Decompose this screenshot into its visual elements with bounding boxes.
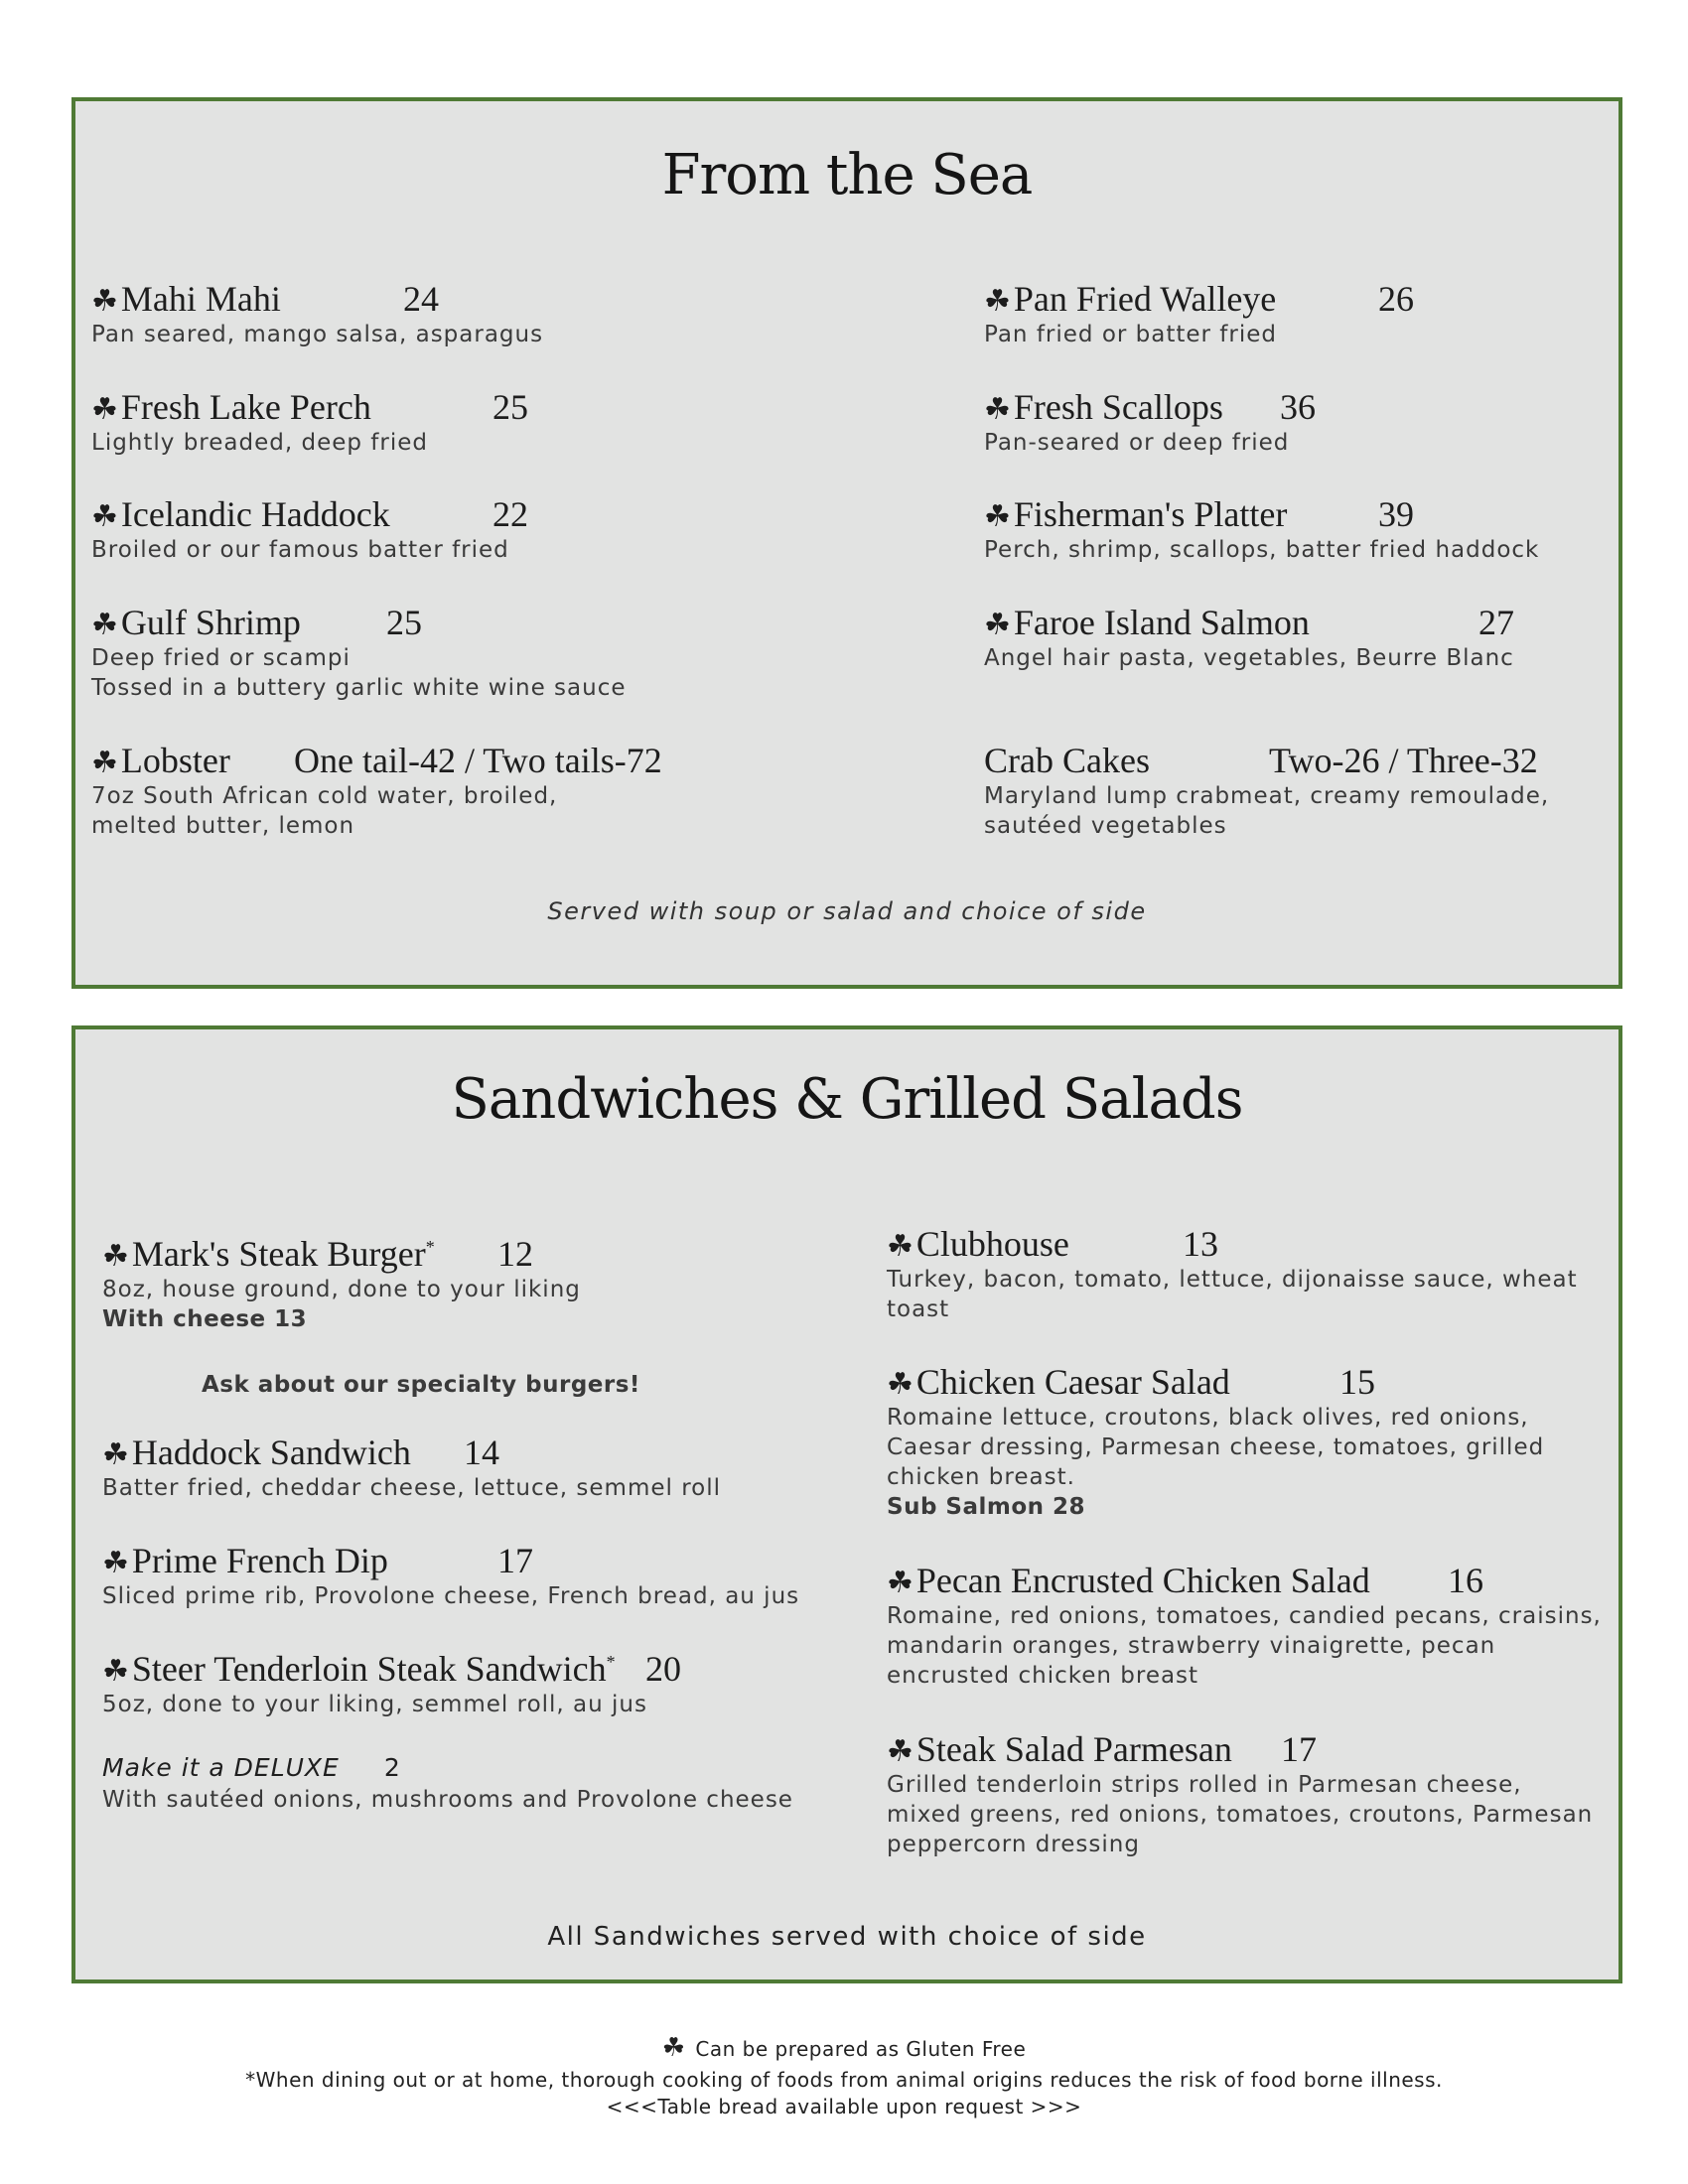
item-name: Fisherman's Platter <box>1013 494 1288 534</box>
item-price: 16 <box>1448 1561 1483 1600</box>
clover-icon: ☘ <box>91 392 118 427</box>
food-safety-warning: *When dining out or at home, thorough cooking of foods from animal origins reduces the risk of food borne illness. <box>245 2068 1443 2092</box>
item-description: Perch, shrimp, scallops, batter fried haddock <box>984 537 1540 563</box>
clover-icon: ☘ <box>984 499 1011 534</box>
menu-item-prime-french-dip <box>102 1540 799 1611</box>
deluxe-description: With sautéed onions, mushrooms and Provolone cheese <box>102 1787 793 1813</box>
sandwiches-served-note: All Sandwiches served with choice of side <box>547 1922 1147 1952</box>
menu-item-mahi-mahi <box>91 278 543 349</box>
item-description: Romaine lettuce, croutons, black olives, red onions, <box>887 1405 1529 1431</box>
item-price: 25 <box>492 387 528 427</box>
item-name: Clubhouse <box>915 1224 1069 1264</box>
item-description: Tossed in a buttery garlic white wine sauce <box>91 675 627 701</box>
menu-item-steer-tenderloin-sandwich <box>102 1648 681 1719</box>
clover-icon: ☘ <box>91 746 118 780</box>
item-name: Prime French Dip <box>131 1541 388 1580</box>
item-price: 13 <box>1183 1224 1218 1264</box>
item-description: 5oz, done to your liking, semmel roll, au jus <box>102 1692 647 1717</box>
specialty-burgers-note: Ask about our specialty burgers! <box>202 1372 640 1398</box>
item-name: Pecan Encrusted Chicken Salad <box>915 1561 1370 1600</box>
item-name: Mahi Mahi <box>120 279 281 319</box>
item-price: 22 <box>492 494 528 534</box>
menu-item-fresh-scallops <box>984 386 1316 458</box>
item-name: Fresh Scallops <box>1013 387 1223 427</box>
item-description: sautéed vegetables <box>984 813 1227 839</box>
menu-item-crab-cakes <box>984 740 1549 841</box>
menu-item-pan-fried-walleye <box>984 278 1414 349</box>
item-description: Broiled or our famous batter fried <box>91 537 509 563</box>
item-description: encrusted chicken breast <box>887 1663 1199 1689</box>
table-bread-note: <<<Table bread available upon request >>> <box>606 2095 1082 2118</box>
clover-icon: ☘ <box>102 1437 129 1472</box>
menu-item-haddock-sandwich <box>102 1432 721 1503</box>
item-price: 17 <box>497 1541 533 1580</box>
clover-icon: ☘ <box>102 1654 129 1689</box>
menu-item-fishermans-platter <box>984 493 1539 565</box>
item-description: Batter fried, cheddar cheese, lettuce, semmel roll <box>102 1475 722 1501</box>
asterisk-note: * <box>606 1652 616 1672</box>
item-name: Pan Fried Walleye <box>1013 279 1277 319</box>
menu-item-chicken-caesar-salad <box>887 1361 1544 1522</box>
menu-item-marks-steak-burger <box>102 1233 581 1334</box>
item-description: Grilled tenderloin strips rolled in Parmesan cheese, <box>887 1772 1522 1798</box>
gluten-free-text: Can be prepared as Gluten Free <box>695 2037 1027 2061</box>
clover-icon: ☘ <box>887 1734 914 1769</box>
item-extra: With cheese 13 <box>102 1306 308 1332</box>
menu-item-lobster <box>91 740 662 841</box>
clover-icon: ☘ <box>91 499 118 534</box>
item-description: Lightly breaded, deep fried <box>91 430 428 456</box>
clover-icon: ☘ <box>984 608 1011 642</box>
item-name: Steer Tenderloin Steak Sandwich <box>131 1649 607 1689</box>
deluxe-price: 2 <box>383 1753 401 1782</box>
item-price: 20 <box>645 1649 681 1689</box>
clover-icon: ☘ <box>887 1229 914 1264</box>
item-name: Crab Cakes <box>984 741 1150 780</box>
sandwiches-salads-panel <box>71 1025 1622 1983</box>
gluten-free-legend <box>0 2033 1688 2063</box>
item-description: Romaine, red onions, tomatoes, candied pecans, craisins, <box>887 1603 1602 1629</box>
item-name: Gulf Shrimp <box>120 603 301 642</box>
clover-icon: ☘ <box>102 1239 129 1274</box>
deluxe-label: Make it a DELUXE <box>102 1753 340 1782</box>
item-description: 7oz South African cold water, broiled, <box>91 783 558 809</box>
item-price: 36 <box>1280 387 1316 427</box>
item-description: Pan-seared or deep fried <box>984 430 1290 456</box>
menu-item-fresh-lake-perch <box>91 386 528 458</box>
item-description: Turkey, bacon, tomato, lettuce, dijonaisse sauce, wheat <box>887 1267 1578 1293</box>
section-title-sandwiches: Sandwiches & Grilled Salads <box>451 1067 1243 1132</box>
menu-item-gulf-shrimp <box>91 602 627 703</box>
menu-item-steak-salad-parmesan <box>887 1728 1593 1859</box>
item-description: Sliced prime rib, Provolone cheese, French bread, au jus <box>102 1583 800 1609</box>
item-price: 17 <box>1281 1729 1317 1769</box>
item-description: Pan fried or batter fried <box>984 322 1278 347</box>
asterisk-note: * <box>425 1237 435 1257</box>
item-name: Fresh Lake Perch <box>120 387 371 427</box>
item-description: Pan seared, mango salsa, asparagus <box>91 322 544 347</box>
clover-icon: ☘ <box>661 2033 686 2063</box>
item-description: Maryland lump crabmeat, creamy remoulade, <box>984 783 1550 809</box>
item-description: Deep fried or scampi <box>91 645 351 671</box>
item-description: toast <box>887 1297 950 1322</box>
item-price: One tail-42 / Two tails-72 <box>294 741 662 780</box>
item-description: mandarin oranges, strawberry vinaigrette, pecan <box>887 1633 1496 1659</box>
clover-icon: ☘ <box>102 1546 129 1580</box>
item-name: Mark's Steak Burger <box>131 1234 426 1274</box>
item-name: Chicken Caesar Salad <box>915 1362 1230 1402</box>
clover-icon: ☘ <box>984 284 1011 319</box>
item-price: 15 <box>1339 1362 1375 1402</box>
menu-item-icelandic-haddock <box>91 493 528 565</box>
clover-icon: ☘ <box>91 284 118 319</box>
item-extra: Sub Salmon 28 <box>887 1494 1086 1520</box>
item-price: Two-26 / Three-32 <box>1269 741 1538 780</box>
item-description: melted butter, lemon <box>91 813 355 839</box>
item-price: 27 <box>1478 603 1514 642</box>
item-description: chicken breast. <box>887 1464 1075 1490</box>
item-price: 24 <box>403 279 439 319</box>
from-the-sea-panel <box>71 97 1622 989</box>
item-price: 12 <box>497 1234 533 1274</box>
item-description: Angel hair pasta, vegetables, Beurre Blanc <box>984 645 1514 671</box>
item-price: 26 <box>1378 279 1414 319</box>
section-title-sea: From the Sea <box>661 143 1033 207</box>
menu-item-pecan-encrusted-chicken-salad <box>887 1560 1602 1691</box>
item-name: Steak Salad Parmesan <box>915 1729 1232 1769</box>
item-description: mixed greens, red onions, tomatoes, croutons, Parmesan <box>887 1802 1594 1828</box>
menu-item-clubhouse <box>887 1223 1578 1324</box>
item-price: 14 <box>464 1433 499 1472</box>
deluxe-option <box>102 1751 793 1815</box>
item-price: 25 <box>386 603 422 642</box>
sea-served-note: Served with soup or salad and choice of side <box>547 897 1147 925</box>
item-name: Haddock Sandwich <box>131 1433 411 1472</box>
item-name: Icelandic Haddock <box>120 494 390 534</box>
clover-icon: ☘ <box>984 392 1011 427</box>
clover-icon: ☘ <box>887 1566 914 1600</box>
item-description: peppercorn dressing <box>887 1832 1140 1857</box>
menu-item-faroe-island-salmon <box>984 602 1514 673</box>
clover-icon: ☘ <box>887 1367 914 1402</box>
item-description: Caesar dressing, Parmesan cheese, tomatoes, grilled <box>887 1434 1545 1460</box>
item-name: Lobster <box>120 741 230 780</box>
item-price: 39 <box>1378 494 1414 534</box>
item-description: 8oz, house ground, done to your liking <box>102 1277 581 1302</box>
clover-icon: ☘ <box>91 608 118 642</box>
item-name: Faroe Island Salmon <box>1013 603 1310 642</box>
